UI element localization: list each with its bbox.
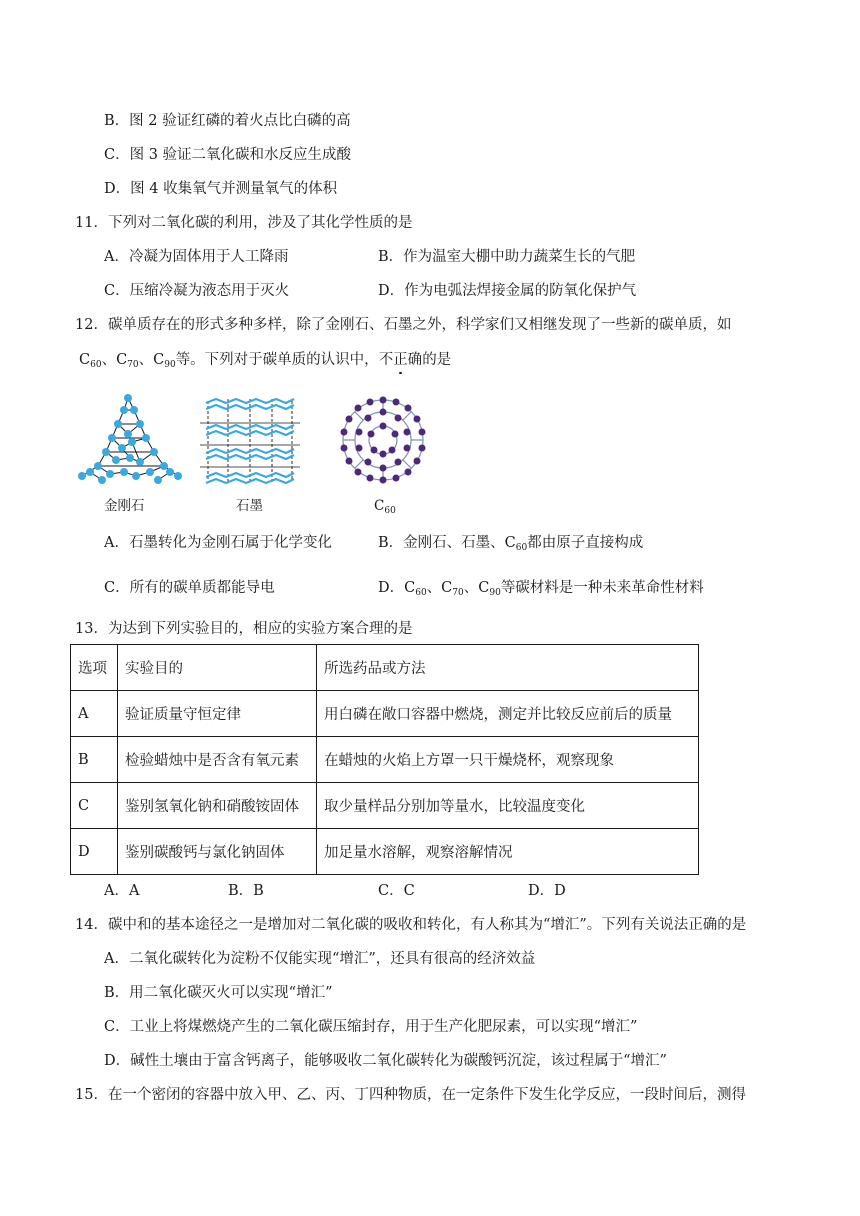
diamond-structure-image xyxy=(74,388,184,488)
q11-option-a: A．冷凝为固体用于人工降雨 xyxy=(104,249,289,265)
q14-option-c: C．工业上将煤燃烧产生的二氧化碳压缩封存，用于生产化肥尿素，可以实现“增汇” xyxy=(104,1019,638,1035)
experiment-table xyxy=(70,644,699,875)
table-cell: 在蜡烛的火焰上方罩一只干燥烧杯，观察现象 xyxy=(317,737,699,783)
q12-option-a: A．石墨转化为金刚石属于化学变化 xyxy=(104,535,332,551)
caption-diamond: 金刚石 xyxy=(104,498,145,514)
q10-option-d: D．图 4 收集氧气并测量氧气的体积 xyxy=(104,181,338,197)
table-cell: 取少量样品分别加等量水，比较温度变化 xyxy=(317,783,699,829)
q13-option-c: C．C xyxy=(378,883,415,899)
table-row xyxy=(71,691,699,737)
q13-stem: 13．为达到下列实验目的，相应的实验方案合理的是 xyxy=(75,621,413,637)
graphite-structure-image xyxy=(198,393,302,489)
q11-option-d: D．作为电弧法焊接金属的防氧化保护气 xyxy=(378,283,637,299)
caption-c60: $C_{60}$ xyxy=(374,498,396,516)
q13-option-a: A．A xyxy=(104,883,140,899)
table-cell: 检验蜡烛中是否含有氧元素 xyxy=(118,737,317,783)
table-cell: 用白磷在敞口容器中燃烧，测定并比较反应前后的质量 xyxy=(317,691,699,737)
table-cell: A xyxy=(71,691,118,737)
q14-option-b: B．用二氧化碳灭火可以实现“增汇” xyxy=(104,985,333,1001)
q12-stem-line2: $C_{60}$、$C_{70}$、$C_{90}$等。下列对于碳单质的认识中，不正确的是 xyxy=(79,352,452,370)
q12-stem-line1: 12．碳单质存在的形式多种多样，除了金刚石、石墨之外，科学家们又相继发现了一些新的碳单质，如 xyxy=(75,317,732,333)
emphasis-text: 不正确 xyxy=(378,352,423,368)
q12-option-b: B．金刚石、石墨、$C_{60}$都由原子直接构成 xyxy=(378,535,644,553)
q14-option-a: A．二氧化碳转化为淀粉不仅能实现“增汇”，还具有很高的经济效益 xyxy=(104,951,536,967)
table-row xyxy=(71,737,699,783)
q14-option-d: D．碱性土壤由于富含钙离子，能够吸收二氧化碳转化为碳酸钙沉淀，该过程属于“增汇” xyxy=(104,1053,667,1069)
q15-stem: 15．在一个密闭的容器中放入甲、乙、丙、丁四种物质，在一定条件下发生化学反应，一段时间后，测得 xyxy=(75,1087,746,1103)
q12-option-d: D．$C_{60}$、$C_{70}$、$C_{90}$等碳材料是一种未来革命性材料 xyxy=(378,580,704,598)
table-cell: 鉴别碳酸钙与氯化钠固体 xyxy=(118,829,317,875)
header-cell: 选项 xyxy=(71,645,118,691)
q14-stem: 14．碳中和的基本途径之一是增加对二氧化碳的吸收和转化，有人称其为“增汇”。下列有关说法正确的是 xyxy=(75,917,747,933)
q13-option-d: D．D xyxy=(528,883,566,899)
header-cell: 所选药品或方法 xyxy=(317,645,699,691)
table-cell: C xyxy=(71,783,118,829)
q10-option-b: B．图 2 验证红磷的着火点比白磷的高 xyxy=(104,113,351,129)
table-header-row xyxy=(71,645,699,691)
q11-stem: 11．下列对二氧化碳的利用，涉及了其化学性质的是 xyxy=(75,215,413,231)
table-cell: 鉴别氢氧化钠和硝酸铵固体 xyxy=(118,783,317,829)
table-cell: D xyxy=(71,829,118,875)
table-cell: 加足量水溶解，观察溶解情况 xyxy=(317,829,699,875)
q13-option-b: B．B xyxy=(228,883,264,899)
c60-fullerene-image xyxy=(334,392,432,488)
header-cell: 实验目的 xyxy=(118,645,317,691)
table-row xyxy=(71,783,699,829)
table-cell: B xyxy=(71,737,118,783)
q11-option-c: C．压缩冷凝为液态用于灭火 xyxy=(104,283,290,299)
table-cell: 验证质量守恒定律 xyxy=(118,691,317,737)
q11-option-b: B．作为温室大棚中助力蔬菜生长的气肥 xyxy=(378,249,636,265)
q12-option-c: C．所有的碳单质都能导电 xyxy=(104,580,275,596)
table-row xyxy=(71,829,699,875)
caption-graphite: 石墨 xyxy=(236,498,263,514)
q10-option-c: C．图 3 验证二氧化碳和水反应生成酸 xyxy=(104,147,352,163)
